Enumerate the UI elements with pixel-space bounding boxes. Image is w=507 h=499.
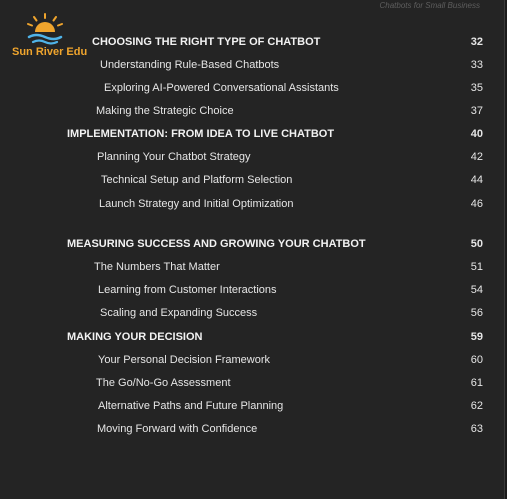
- toc-subentry[interactable]: [0, 377, 504, 393]
- toc-page-number: 51: [470, 261, 483, 273]
- toc-heading-entry[interactable]: [0, 36, 504, 52]
- toc-page-number: 40: [470, 128, 483, 140]
- toc-subentry[interactable]: [0, 151, 504, 167]
- toc-entry-title: Moving Forward with Confidence: [97, 423, 258, 435]
- toc-entry-title: CHOOSING THE RIGHT TYPE OF CHATBOT: [92, 36, 321, 48]
- toc-entry-title: Planning Your Chatbot Strategy: [97, 151, 251, 163]
- toc-entry-title: Your Personal Decision Framework: [98, 354, 270, 366]
- toc-page-number: 63: [470, 423, 483, 435]
- toc-subentry[interactable]: [0, 198, 504, 214]
- toc-heading-entry[interactable]: [0, 128, 504, 144]
- toc-page-number: 50: [470, 238, 483, 250]
- toc-heading-entry[interactable]: [0, 238, 504, 254]
- toc-entry-title: Scaling and Expanding Success: [100, 307, 258, 319]
- toc-page-number: 32: [470, 36, 483, 48]
- toc-subentry[interactable]: [0, 284, 504, 300]
- toc-entry-title: Understanding Rule-Based Chatbots: [100, 59, 280, 71]
- toc-page-number: 44: [470, 174, 483, 186]
- toc-subentry[interactable]: [0, 82, 504, 98]
- toc-page-number: 37: [470, 105, 483, 117]
- toc-page-number: 42: [470, 151, 483, 163]
- toc-subentry[interactable]: [0, 423, 504, 439]
- toc-page-number: 35: [470, 82, 483, 94]
- toc-entry-title: MEASURING SUCCESS AND GROWING YOUR CHATBOT: [67, 238, 366, 250]
- toc-entry-title: Making the Strategic Choice: [96, 105, 234, 117]
- toc-page-number: 62: [470, 400, 483, 412]
- toc-entry-title: Launch Strategy and Initial Optimization: [99, 198, 294, 210]
- toc-entry-title: The Numbers That Matter: [94, 261, 220, 273]
- toc-subentry[interactable]: [0, 59, 504, 75]
- toc-entry-title: Alternative Paths and Future Planning: [98, 400, 284, 412]
- toc-page-number: 54: [470, 284, 483, 296]
- toc-subentry[interactable]: [0, 261, 504, 277]
- toc-entry-title: Learning from Customer Interactions: [98, 284, 277, 296]
- toc-subentry[interactable]: [0, 174, 504, 190]
- toc-entry-title: Technical Setup and Platform Selection: [101, 174, 293, 186]
- toc-page-number: 46: [470, 198, 483, 210]
- toc-entry-title: The Go/No-Go Assessment: [96, 377, 231, 389]
- toc-entry-title: MAKING YOUR DECISION: [67, 331, 203, 343]
- toc-heading-entry[interactable]: [0, 331, 504, 347]
- running-header: Chatbots for Small Business: [379, 1, 480, 10]
- toc-page-number: 59: [470, 331, 483, 343]
- toc-entry-title: IMPLEMENTATION: FROM IDEA TO LIVE CHATBOT: [67, 128, 335, 140]
- toc-subentry[interactable]: [0, 400, 504, 416]
- logo-text: Sun River Edu: [12, 46, 88, 58]
- toc-subentry[interactable]: [0, 307, 504, 323]
- toc-page-number: 33: [470, 59, 483, 71]
- toc-subentry[interactable]: [0, 105, 504, 121]
- toc-page-number: 60: [470, 354, 483, 366]
- toc-entry-title: Exploring AI‑Powered Conversational Assistants: [104, 82, 339, 94]
- toc-page-number: 61: [470, 377, 483, 389]
- toc-page-number: 56: [470, 307, 483, 319]
- toc-subentry[interactable]: [0, 354, 504, 370]
